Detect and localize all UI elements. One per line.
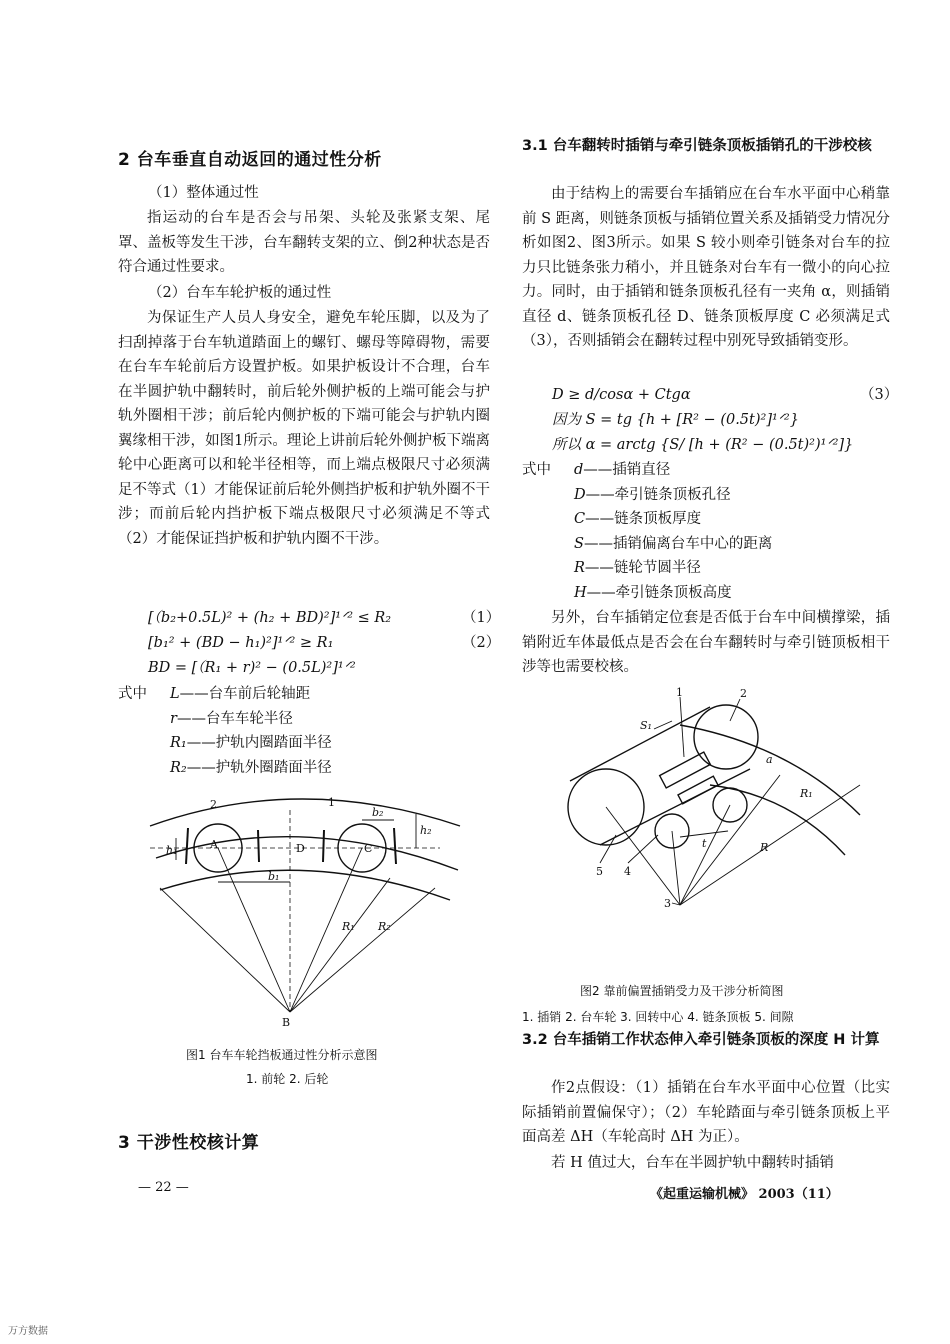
figure-2-caption: 图2 靠前偏置插销受力及干涉分析简图	[580, 984, 784, 998]
fig1-label-b1: b₁	[268, 870, 280, 883]
fig1-label-h2: h₂	[420, 824, 432, 837]
definition-symbol: C	[574, 511, 586, 527]
guard-plate	[394, 828, 396, 864]
equation-because: 因为 S = tg {h + [R² − (0.5t)²]¹ᐟ²}	[552, 412, 799, 428]
fig1-label-2: 2	[210, 798, 217, 811]
fig1-label-d: D	[296, 842, 305, 855]
definition-text: ——插销偏离台车中心的距离	[583, 535, 773, 552]
fig2-label-s1: S₁	[640, 719, 652, 732]
figure-2-diagram	[560, 685, 880, 965]
fig2-label-1: 1	[676, 686, 683, 699]
figure-1-legend: 1. 前轮 2. 后轮	[246, 1072, 329, 1086]
definition-item	[170, 682, 332, 707]
equation-3-number: （3）	[860, 387, 899, 403]
leader-line-5	[600, 835, 616, 863]
guard-plate	[258, 830, 259, 862]
definition-text: ——护轨外圈踏面半径	[186, 759, 332, 776]
paragraph-h-too-large: 若 H 值过大，台车在半圆护轨中翻转时插销	[551, 1155, 834, 1171]
equation-2: [b₁² + (BD − h₁)²]¹ᐟ² ≥ R₁	[148, 635, 334, 651]
fig2-label-t: t	[702, 837, 707, 850]
figure-2-legend: 1. 插销 2. 台车轮 3. 回转中心 4. 链条顶板 5. 间隙	[522, 1010, 794, 1024]
radius-line	[606, 807, 680, 905]
subsection-3-2-title: 3.2 台车插销工作状态伸入牵引链条顶板的深度 H 计算	[522, 1032, 880, 1048]
fig1-label-r2: R₂	[378, 920, 391, 933]
paragraph-assumptions: 作2点假设：（1）插销在台车水平面中心位置（比实际插销前置偏保守）；（2）车轮踏面与牵引链条顶板上平面高差 ΔH（车轮高时 ΔH 为正）。	[522, 1080, 890, 1145]
definition-item	[574, 532, 772, 557]
section-2-title: 2 台车垂直自动返回的通过性分析	[118, 150, 382, 170]
leader-line-4	[628, 835, 658, 863]
definition-text: ——链条顶板厚度	[585, 511, 702, 527]
definition-symbol: d	[574, 462, 584, 478]
radius-r1-line	[680, 785, 860, 905]
equation-3: D ≥ d/cosα + Ctgα	[552, 387, 691, 403]
definition-symbol: S	[574, 535, 584, 552]
paragraph-pin-sleeve: 另外，台车插销定位套是否低于台车中间横撑梁，插销附近车体最低点是否会在台车翻转时与牵引链顶板相干涉等也需要校核。	[522, 610, 890, 675]
definition-text: ——台车前后轮轴距	[179, 686, 311, 702]
equation-bd: BD = [（R₁ + r)² − (0.5L)²]¹ᐟ²	[148, 660, 356, 676]
radius-line	[160, 888, 290, 1012]
subsection-2-heading: （2）台车车轮护板的通过性	[148, 285, 332, 301]
outer-rail-arc	[150, 799, 460, 826]
fig2-label-r: R	[760, 841, 769, 854]
fig1-label-a: A	[210, 838, 218, 851]
radius-r2-line	[290, 888, 435, 1012]
journal-footer: 《起重运输机械》 2003（11）	[650, 1187, 839, 1202]
pin	[678, 776, 718, 804]
fig1-label-r1: R₁	[342, 920, 355, 933]
radius-line	[680, 805, 730, 905]
definition-text: ——牵引链条顶板孔径	[585, 486, 731, 503]
rail-arc-inner	[710, 785, 845, 855]
fig2-label-3: 3	[664, 897, 671, 910]
fig2-label-4: 4	[624, 865, 631, 878]
definition-item	[574, 483, 772, 508]
definition-list-right	[574, 458, 772, 605]
definition-text: ——护轨内圈踏面半径	[186, 735, 332, 751]
fig2-label-2: 2	[740, 687, 747, 700]
radius-r-line	[680, 775, 780, 905]
definition-text: ——牵引链条顶板高度	[586, 584, 732, 601]
definition-text: ——台车车轮半径	[176, 710, 293, 727]
page-number: — 22 —	[138, 1180, 189, 1195]
figure-1-caption: 图1 台车车轮挡板通过性分析示意图	[186, 1048, 378, 1062]
definition-symbol: R	[574, 560, 585, 576]
front-wheel	[694, 705, 758, 769]
fig1-label-1: 1	[328, 796, 335, 809]
definition-item	[170, 731, 332, 756]
fig1-label-b: B	[282, 1016, 291, 1029]
leader-line-2	[730, 699, 740, 721]
equation-2-number: （2）	[462, 635, 501, 651]
rail-flange-arc	[160, 870, 450, 900]
definition-symbol: L	[170, 686, 180, 702]
radius-line	[672, 831, 680, 905]
leader-line-1	[680, 697, 684, 757]
definition-symbol: r	[170, 710, 177, 727]
guard-plate	[323, 830, 324, 862]
section-3-title: 3 干涉性校核计算	[118, 1133, 260, 1153]
definition-item	[170, 707, 332, 732]
definition-item	[574, 581, 772, 606]
fig2-label-r1: R₁	[800, 787, 813, 800]
guard-plate	[186, 828, 188, 864]
definition-symbol: R₂	[170, 759, 187, 776]
fig1-label-b2: b₂	[372, 806, 384, 819]
definition-symbol: H	[574, 584, 587, 601]
subsection-3-1-title: 3.1 台车翻转时插销与牵引链条顶板插销孔的干涉校核	[522, 138, 872, 154]
equation-1-number: （1）	[462, 610, 501, 626]
fig1-label-h1: h₁	[166, 844, 178, 857]
paragraph-overall-passability: 指运动的台车是否会与吊架、头轮及张紧支架、尾罩、盖板等发生干涉，台车翻转支架的立、倒2种状态是否符合通过性要求。	[118, 210, 490, 275]
definition-list-left	[170, 682, 332, 780]
figure-1-diagram	[140, 790, 480, 1030]
where-label-right: 式中	[522, 462, 551, 478]
paragraph-pin-interference: 由于结构上的需要台车插销应在台车水平面中心稍靠前 S 距离，则链条顶板与插销位置关系及插销受力情况分析如图2、图3所示。如果 S 较小则牵引链条对台车的拉力只比链条张力稍小，并且链条对台车有一微小的向心拉力。同时，由于插销和链条顶板孔径有一夹角 α，则插销直径 d、链条顶板孔径 D、链条顶板厚度 C 必须满足式（3），否则插销会在翻转过程中别死导致插销变形。	[522, 186, 890, 349]
fig2-label-a: a	[766, 753, 773, 766]
equation-therefore: 所以 α = arctg {S/ [h + (R² − (0.5t)²)¹ᐟ²]}	[552, 437, 854, 453]
fig2-label-5: 5	[596, 865, 603, 878]
subsection-1-heading: （1）整体通过性	[148, 185, 259, 201]
definition-symbol: D	[574, 486, 586, 503]
definition-text: ——插销直径	[583, 462, 671, 478]
equation-1: [（b₂+0.5L)² + (h₂ + BD)²]¹ᐟ² ≤ R₂	[148, 610, 392, 626]
carriage-bottom-edge	[600, 769, 750, 845]
definition-text: ——链轮节圆半径	[584, 560, 701, 576]
definition-item	[170, 756, 332, 781]
definition-item	[574, 458, 772, 483]
paragraph-wheel-guard: 为保证生产人员人身安全，避免车轮压脚，以及为了扫刮掉落于台车轨道踏面上的螺钉、螺母等障碍物，需要在台车车轮前后方设置护板。如果护板设计不合理，台车在半圆护轨中翻转时，前后轮外侧护板的上端可能会与护轨外圈相干涉；前后轮内侧护板的下端可能会与护轨内圈翼缘相干涉，如图1所示。理论上讲前后轮外侧护板下端离轮中心距离可以和轮半径相等，而上端点极限尺寸必须满足不等式（1）才能保证前后轮外侧挡护板和护轨外圈不干涉；而前后轮内挡护板下端点极限尺寸必须满足不等式（2）才能保证挡护板和护轨内圈不干涉。	[118, 310, 490, 547]
where-label-left: 式中	[118, 686, 147, 702]
definition-item	[574, 556, 772, 581]
fig1-label-c: C	[364, 842, 373, 855]
definition-symbol: R₁	[170, 735, 187, 751]
watermark: 万方数据	[8, 1326, 48, 1337]
definition-item	[574, 507, 772, 532]
